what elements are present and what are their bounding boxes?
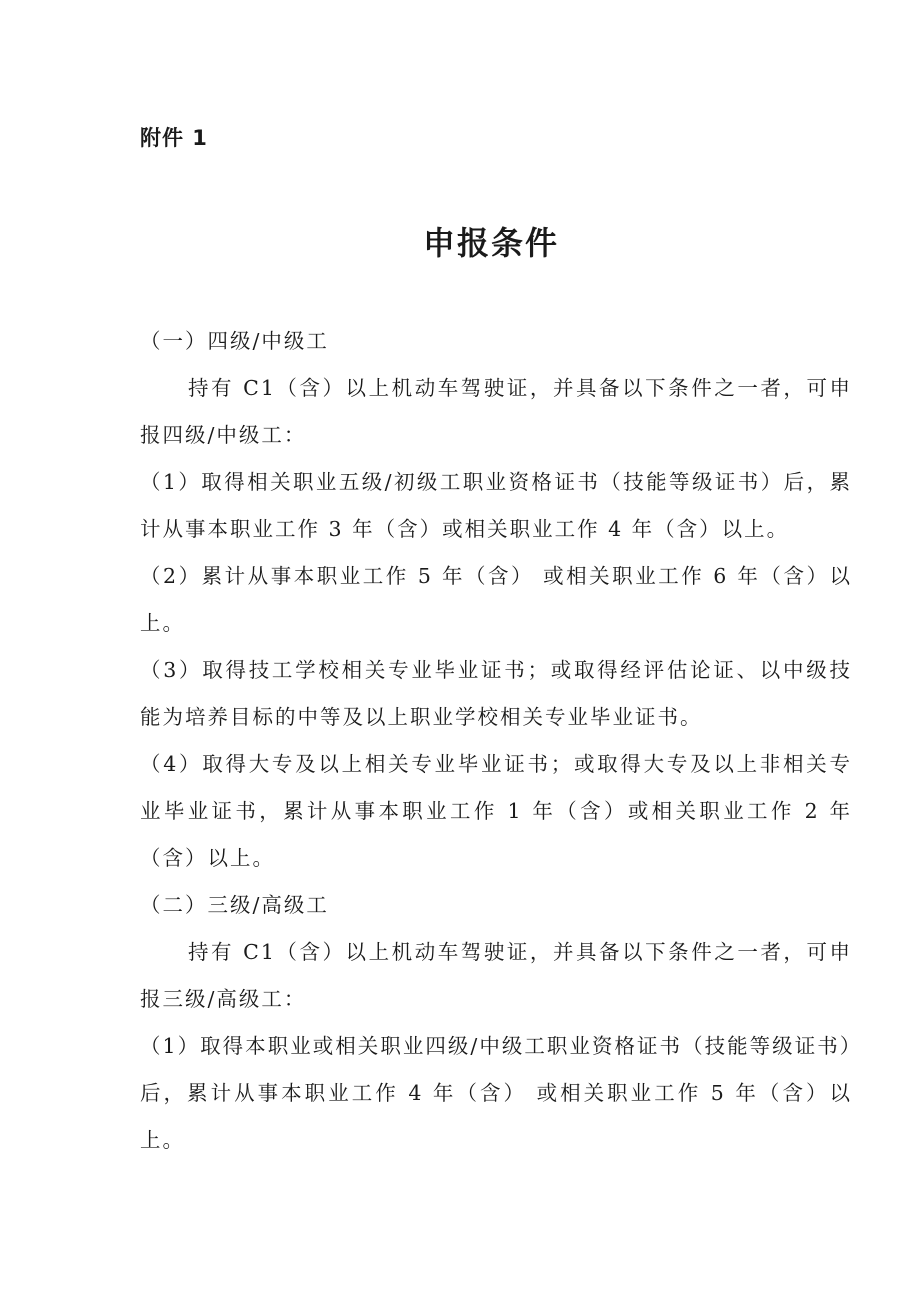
list-item: （1）取得本职业或相关职业四级/中级工职业资格证书（技能等级证书）后，累计从事本职业工作 4 年（含） 或相关职业工作 5 年（含）以上。: [140, 1034, 852, 1152]
document-title: 申报条件: [422, 224, 559, 262]
attachment-label: 附件 1: [140, 126, 208, 150]
section-heading-2: （二）三级/高级工: [140, 893, 329, 917]
list-item: （4）取得大专及以上相关专业毕业证书；或取得大专及以上非相关专业毕业证书，累计从事本职业工作 1 年（含）或相关职业工作 2 年（含）以上。: [140, 752, 852, 870]
list-item: （2）累计从事本职业工作 5 年（含） 或相关职业工作 6 年（含）以上。: [140, 564, 852, 635]
section-intro-2: 持有 C1（含）以上机动车驾驶证，并具备以下条件之一者，可申报三级/高级工：: [140, 940, 852, 1011]
list-item: （1）取得相关职业五级/初级工职业资格证书（技能等级证书）后，累计从事本职业工作 3 年（含）或相关职业工作 4 年（含）以上。: [140, 470, 852, 541]
list-item: （3）取得技工学校相关专业毕业证书；或取得经评估论证、以中级技能为培养目标的中等及以上职业学校相关专业毕业证书。: [140, 658, 852, 729]
document-body: [140, 318, 852, 1164]
section-intro-1: 持有 C1（含）以上机动车驾驶证，并具备以下条件之一者，可申报四级/中级工：: [140, 376, 852, 447]
section-heading-1: （一）四级/中级工: [140, 329, 329, 353]
